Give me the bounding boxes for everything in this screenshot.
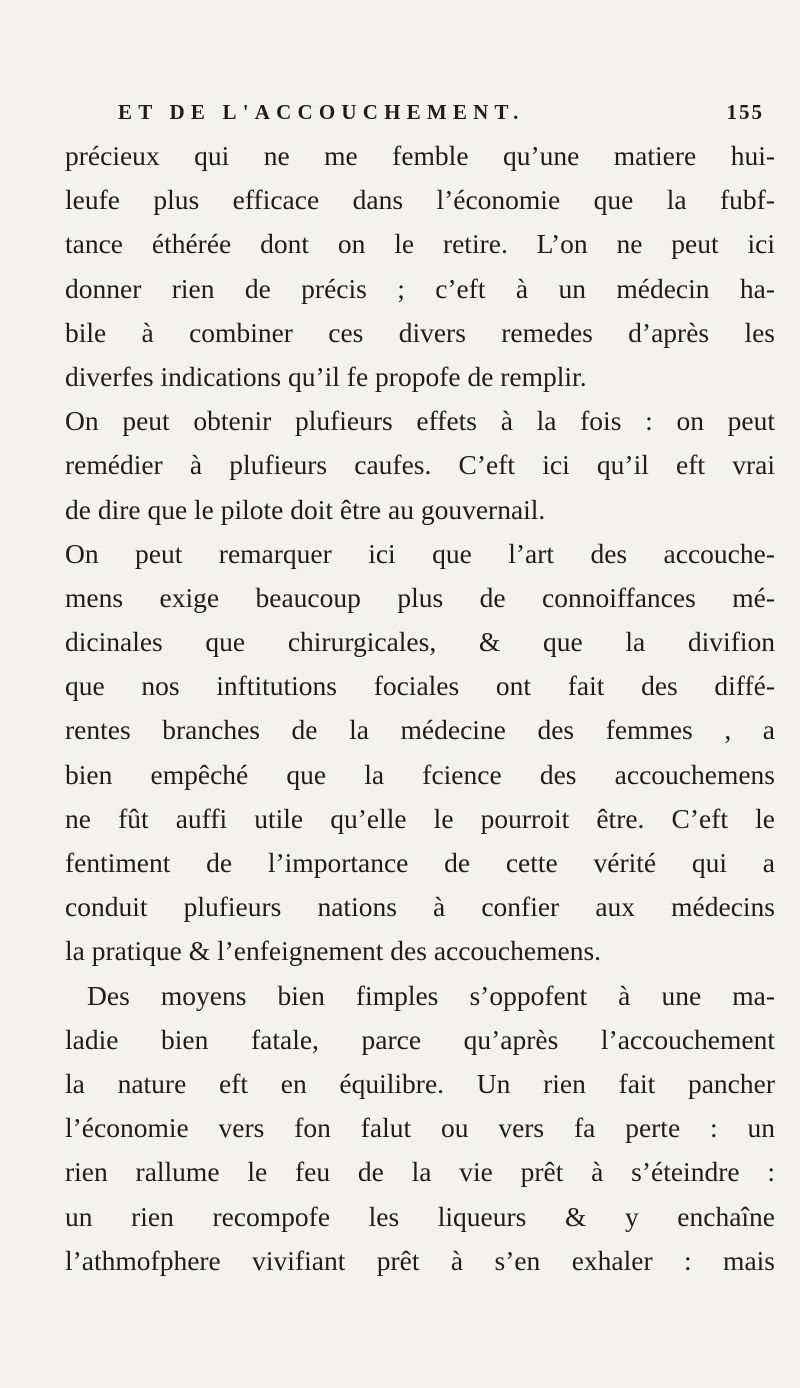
text-line: un rien recompofe les liqueurs & y enchaîne [65,1200,775,1232]
text-line: ladie bien fatale, parce qu’après l’accouchement [65,1023,775,1055]
text-line: Des moyens bien fimples s’oppofent à une ma- [87,979,775,1011]
text-line: de dire que le pilote doit être au gouvernail. [65,493,546,525]
text-line: remédier à plufieurs caufes. C’eft ici qu’il eft vrai [65,449,775,481]
text-line: conduit plufieurs nations à confier aux médecins [65,891,775,923]
text-line: donner rien de précis ; c’eft à un médecin ha- [65,272,775,304]
text-line: fentiment de l’importance de cette vérité qui a [65,847,775,878]
text-line: la pratique & l’enfeignement des accouchemens. [65,935,602,967]
text-line: leufe plus efficace dans l’économie que la fubf- [65,184,775,216]
text-line: bile à combiner ces divers remedes d’après les [65,316,775,348]
running-head [118,100,764,130]
text-line: On peut obtenir plufieurs effets à la fois : on peut [65,405,775,437]
text-line: l’athmofphere vivifiant prêt à s’en exhaler : mais [65,1244,775,1276]
page-number: 155 [726,100,764,124]
text-line: ne fût auffi utile qu’elle le pourroit être. C’eft le [65,802,775,834]
text-line: l’économie vers fon falut ou vers fa perte : un [65,1112,775,1144]
text-line: On peut remarquer ici que l’art des accouche- [65,537,775,569]
text-line: mens exige beaucoup plus de connoiffances mé- [65,581,775,613]
running-title: ET DE L'ACCOUCHEMENT. [118,100,525,124]
text-line: précieux qui ne me femble qu’une matiere hui- [65,140,775,171]
text-line: diverfes indications qu’il fe propofe de remplir. [65,360,587,392]
text-line: bien empêché que la fcience des accouchemens [65,758,775,790]
text-line: la nature eft en équilibre. Un rien fait pancher [65,1067,775,1099]
body-text [65,134,775,1283]
text-line: rien rallume le feu de la vie prêt à s’éteindre : [65,1156,775,1188]
text-line: que nos inftitutions fociales ont fait des diffé- [65,670,775,702]
text-line: tance éthérée dont on le retire. L’on ne peut ici [65,228,775,260]
text-line: dicinales que chirurgicales, & que la divifion [65,626,775,658]
text-line: rentes branches de la médecine des femmes , a [65,714,775,746]
